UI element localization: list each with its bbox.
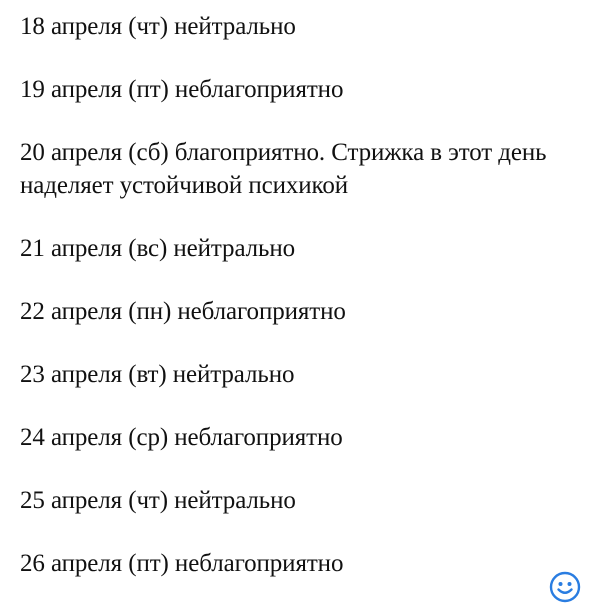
day-entry-24: 24 апреля (ср) неблагоприятно — [20, 424, 343, 451]
day-entry-20: 20 апреля (сб) благоприятно. Стрижка в этот день наделяет устойчивой психикой — [20, 139, 547, 199]
day-entry-22: 22 апреля (пн) неблагоприятно — [20, 298, 346, 325]
article-text — [20, 10, 580, 580]
smiley-face-icon — [549, 571, 581, 603]
day-entry-26: 26 апреля (пт) неблагоприятно — [20, 550, 344, 577]
day-entry-23: 23 апреля (вт) нейтрально — [20, 361, 295, 388]
day-entry-19: 19 апреля (пт) неблагоприятно — [20, 76, 344, 103]
day-entry-21: 21 апреля (вс) нейтрально — [20, 235, 296, 262]
day-entry-25: 25 апреля (чт) нейтрально — [20, 487, 296, 514]
day-entry-18: 18 апреля (чт) нейтрально — [20, 13, 296, 40]
emoji-reaction-button[interactable] — [549, 571, 581, 603]
